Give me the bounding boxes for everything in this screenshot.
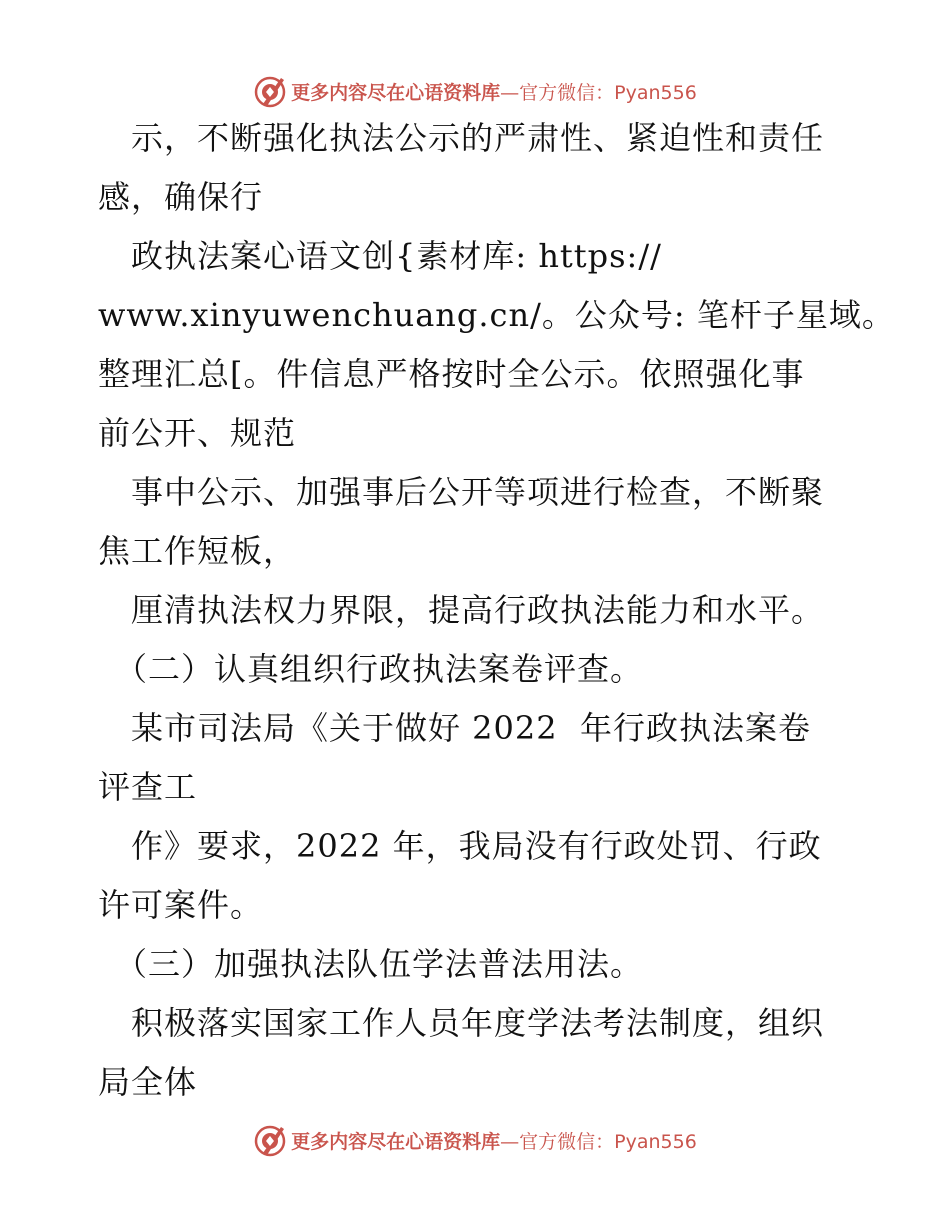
body-line: 焦工作短板，	[98, 532, 297, 570]
body-line: 作》要求，2022 年，我局没有行政处罚、行政	[98, 827, 822, 865]
body-line: 局全体	[98, 1063, 198, 1101]
section-heading: （三）加强执法队伍学法普法用法。	[98, 945, 644, 983]
footer-banner-wechat: 官方微信：Pyan556	[519, 1130, 697, 1153]
body-line: 评查工	[98, 768, 198, 806]
footer-banner-text	[291, 1127, 697, 1154]
body-line: 事中公示、加强事后公开等项进行检查，不断聚	[98, 473, 825, 511]
body-line: 政执法案心语文创{素材库: https://	[98, 237, 662, 275]
footer-banner-sep: —	[500, 1130, 520, 1153]
body-line: 某市司法局《关于做好 2022 年行政执法案卷	[98, 709, 811, 747]
header-banner-wechat: 官方微信：Pyan556	[519, 81, 697, 104]
body-line: www.xinyuwenchuang.cn/。公众号: 笔杆子星域。	[98, 296, 895, 334]
body-line: 积极落实国家工作人员年度学法考法制度，组织	[98, 1004, 825, 1042]
body-line: 前公开、规范	[98, 414, 297, 452]
body-line: 整理汇总[。件信息严格按时全公示。依照强化事	[98, 355, 805, 393]
header-banner-main: 更多内容尽在心语资料库	[291, 81, 501, 104]
body-line: 许可案件。	[98, 886, 264, 924]
footer-banner-main: 更多内容尽在心语资料库	[291, 1130, 501, 1153]
section-heading: （二）认真组织行政执法案卷评查。	[98, 650, 644, 688]
logo-icon	[253, 74, 287, 108]
body-line: 厘清执法权力界限，提高行政执法能力和水平。	[98, 591, 825, 629]
header-banner-text	[291, 78, 697, 105]
body-line: 示，不断强化执法公示的严肃性、紧迫性和责任	[98, 119, 825, 157]
logo-icon	[253, 1123, 287, 1157]
footer-banner	[0, 1120, 950, 1160]
header-banner-sep: —	[500, 81, 520, 104]
body-line: 感，确保行	[98, 178, 264, 216]
header-banner	[0, 71, 950, 111]
